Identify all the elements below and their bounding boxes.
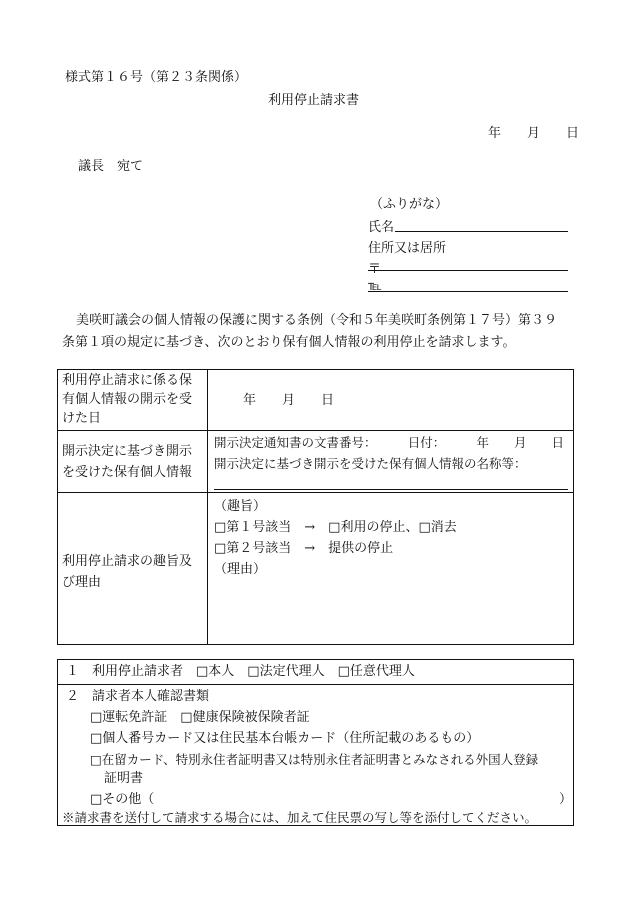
id-document-other[interactable]: □その他（	[90, 792, 155, 807]
tel-label: ℡	[368, 279, 382, 294]
section-divider	[57, 684, 574, 685]
postal-field-line[interactable]	[368, 270, 568, 271]
purpose-label: （趣旨）	[214, 499, 267, 514]
row3-label-line-2: び理由	[62, 575, 102, 590]
id-document-option-2[interactable]: □個人番号カード又は住民基本台帳カード（住所記載のあるもの）	[90, 731, 480, 746]
info-name-field-line[interactable]	[214, 489, 568, 490]
name-field-line[interactable]	[395, 231, 568, 232]
id-document-option-1[interactable]: □運転免許証 □健康保険被保険者証	[90, 710, 310, 725]
info-name-label: 開示決定に基づき開示を受けた保有個人情報の名称等：	[214, 456, 527, 471]
reason-label: （理由）	[214, 562, 267, 577]
id-document-option-3-cont: 証明書	[104, 771, 144, 786]
name-label: 氏名	[368, 220, 395, 235]
row1-label-line-1: 利用停止請求に係る保	[62, 373, 193, 388]
tel-field-line[interactable]	[368, 291, 568, 292]
form-number: 様式第１６号（第２３条関係）	[65, 70, 248, 85]
addressee: 議長 宛て	[78, 159, 144, 174]
row3-label-line-1: 利用停止請求の趣旨及	[62, 554, 193, 569]
table-divider	[207, 369, 208, 645]
furigana-label: （ふりがな）	[370, 197, 449, 212]
row1-label-line-3: けた日	[62, 411, 102, 426]
purpose-option-2[interactable]: □第２号該当 → 提供の停止	[214, 541, 394, 556]
document-number-field[interactable]: 開示決定通知書の文書番号： 日付： 年 月 日	[214, 435, 565, 450]
intro-line-2: 条第１項の規定に基づき、次のとおり保有個人情報の利用停止を請求します。	[62, 335, 516, 350]
row-divider-2	[57, 492, 574, 493]
purpose-option-1[interactable]: □第１号該当 → □利用の停止、□消去	[214, 520, 457, 535]
row2-label-line-1: 開示決定に基づき開示	[62, 444, 193, 459]
date-field: 年 月 日	[488, 126, 580, 141]
intro-line-1: 美咲町議会の個人情報の保護に関する条例（令和５年美咲町条例第１７号）第３９	[76, 313, 558, 328]
requester-type-options[interactable]: １ 利用停止請求者 □本人 □法定代理人 □任意代理人	[66, 664, 415, 679]
disclosure-date-field[interactable]: 年 月 日	[243, 393, 335, 408]
row1-label-line-2: 有個人情報の開示を受	[62, 392, 193, 407]
id-document-other-close: ）	[559, 792, 573, 807]
address-label: 住所又は居所	[368, 241, 447, 256]
submission-note: ※請求書を送付して請求する場合には、加えて住民票の写し等を添付してください。	[62, 810, 538, 825]
postal-label: 〒	[368, 262, 382, 277]
id-document-option-3[interactable]: □在留カード、特別永住者証明書又は特別永住者証明書とみなされる外国人登録	[90, 752, 539, 767]
row2-label-line-2: を受けた保有個人情報	[62, 465, 193, 480]
id-documents-title: ２ 請求者本人確認書類	[66, 689, 210, 704]
page-title: 利用停止請求書	[268, 93, 360, 108]
row-divider-1	[57, 430, 574, 431]
